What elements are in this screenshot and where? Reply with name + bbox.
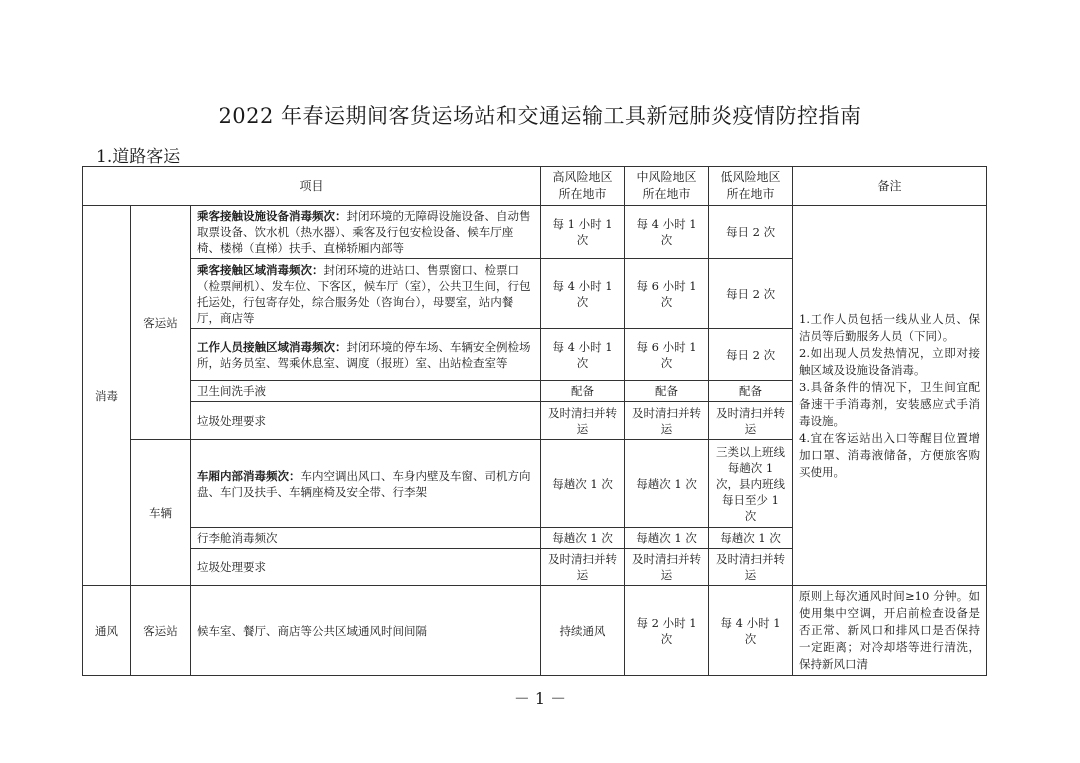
low-cell: 每趟次 1 次 <box>709 528 793 549</box>
subgroup-station-ventilation: 客运站 <box>131 586 191 676</box>
item-cell <box>191 206 541 259</box>
mid-cell: 每趟次 1 次 <box>625 528 709 549</box>
high-cell: 每 1 小时 1 次 <box>541 206 625 259</box>
item-cell: 候车室、餐厅、商店等公共区域通风时间间隔 <box>191 586 541 676</box>
high-cell: 持续通风 <box>541 586 625 676</box>
header-high-risk: 高风险地区所在地市 <box>541 167 625 206</box>
high-cell: 每趟次 1 次 <box>541 440 625 528</box>
header-low-risk: 低风险地区所在地市 <box>709 167 793 206</box>
item-bold: 乘客接触设施设备消毒频次： <box>197 209 347 223</box>
group-ventilation: 通风 <box>83 586 131 676</box>
guideline-table <box>82 166 987 676</box>
item-text: 封闭环境的进站口、售票窗口、检票口（检票闸机）、发车位、下客区，候车厅（室），公共卫生间，行包托运处，行包寄存处，综合服务处（咨询台），母婴室，站内餐厅，商店等 <box>197 262 531 325</box>
low-cell: 及时清扫并转运 <box>709 402 793 440</box>
mid-cell: 每 2 小时 1 次 <box>625 586 709 676</box>
low-cell: 每日 2 次 <box>709 329 793 381</box>
high-cell: 每 4 小时 1 次 <box>541 259 625 329</box>
note-ventilation: 原则上每次通风时间≥10 分钟。如使用集中空调，开启前检查设备是否正常、新风口和排风口是否保持一定距离；对冷却塔等进行清洗，保持新风口清 <box>793 586 987 676</box>
item-cell <box>191 259 541 329</box>
item-cell: 垃圾处理要求 <box>191 402 541 440</box>
header-note: 备注 <box>793 167 987 206</box>
header-mid-risk: 中风险地区所在地市 <box>625 167 709 206</box>
high-cell: 配备 <box>541 381 625 402</box>
table-row <box>83 206 987 259</box>
mid-cell: 每 4 小时 1 次 <box>625 206 709 259</box>
item-cell: 垃圾处理要求 <box>191 549 541 586</box>
low-cell: 每日 2 次 <box>709 259 793 329</box>
item-bold: 乘客接触区域消毒频次： <box>197 262 324 277</box>
item-bold: 车厢内部消毒频次： <box>197 468 301 483</box>
mid-cell: 及时清扫并转运 <box>625 549 709 586</box>
high-cell: 及时清扫并转运 <box>541 549 625 586</box>
item-cell: 行李舱消毒频次 <box>191 528 541 549</box>
item-cell: 卫生间洗手液 <box>191 381 541 402</box>
item-text: 车内空调出风口、车身内壁及车窗、司机方向盘、车门及扶手、车辆座椅及安全带、行李架 <box>197 468 531 499</box>
document-title: 2022 年春运期间客货运场站和交通运输工具新冠肺炎疫情防控指南 <box>218 104 862 128</box>
item-bold: 工作人员接触区域消毒频次： <box>197 339 347 354</box>
group-disinfect: 消毒 <box>83 206 131 586</box>
table-row <box>83 586 987 676</box>
mid-cell: 每 6 小时 1 次 <box>625 329 709 381</box>
item-text: 封闭环境的停车场、车辆安全例检场所，站务员室、驾乘休息室、调度（报班）室、出站检查室等 <box>197 339 531 370</box>
subgroup-station: 客运站 <box>131 206 191 440</box>
note-disinfect: 1.工作人员包括一线从业人员、保洁员等后勤服务人员（下同）。 2.如出现人员发热情况，立即对接触区域及设施设备消毒。 3.具备条件的情况下，卫生间宜配备速干手消毒剂，安装感应式手消毒设施。 4.宜在客运站出入口等醒目位置增加口罩、消毒液储备，方便旅客购买使用。 <box>793 206 987 586</box>
table-header-row <box>83 167 987 206</box>
low-cell: 配备 <box>709 381 793 402</box>
low-cell: 每 4 小时 1 次 <box>709 586 793 676</box>
high-cell: 每趟次 1 次 <box>541 528 625 549</box>
high-cell: 及时清扫并转运 <box>541 402 625 440</box>
subgroup-vehicle: 车辆 <box>131 440 191 586</box>
mid-cell: 每 6 小时 1 次 <box>625 259 709 329</box>
item-cell <box>191 440 541 528</box>
low-cell: 三类以上班线每趟次 1 次，县内班线每日至少 1 次 <box>709 440 793 528</box>
mid-cell: 每趟次 1 次 <box>625 440 709 528</box>
item-text: 封闭环境的无障碍设施设备、自动售取票设备、饮水机（热水器）、乘客及行包安检设备、候车厅座椅、楼梯（直梯）扶手、直梯轿厢内部等 <box>197 209 531 255</box>
low-cell: 每日 2 次 <box>709 206 793 259</box>
item-cell <box>191 329 541 381</box>
mid-cell: 配备 <box>625 381 709 402</box>
header-item: 项目 <box>83 167 541 206</box>
section-heading: 1.道路客运 <box>96 147 181 167</box>
mid-cell: 及时清扫并转运 <box>625 402 709 440</box>
page-number: － 1 － <box>513 689 567 708</box>
high-cell: 每 4 小时 1 次 <box>541 329 625 381</box>
low-cell: 及时清扫并转运 <box>709 549 793 586</box>
